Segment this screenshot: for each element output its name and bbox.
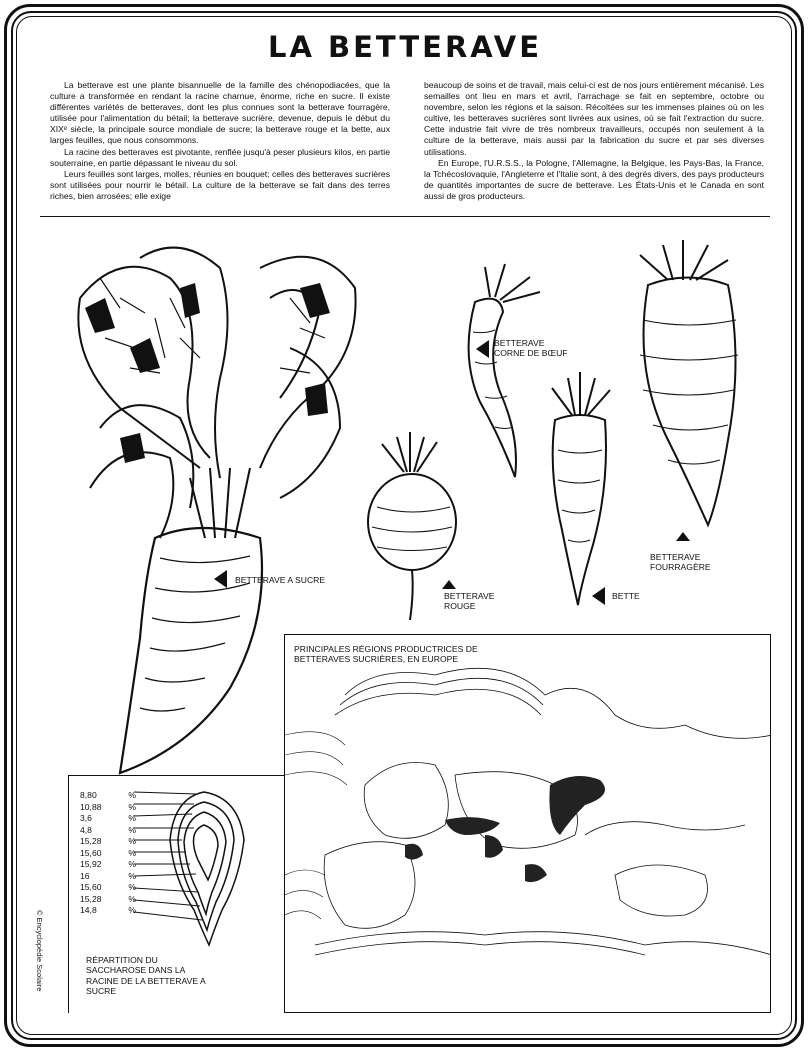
- label-betterave-a-sucre: BETTERAVE A SUCRE: [235, 575, 326, 585]
- production-region: [525, 864, 547, 882]
- europe-map-drawing: [285, 635, 771, 1013]
- percent-value: 10,88: [80, 801, 102, 812]
- percent-row: [80, 813, 136, 825]
- percent-unit: %: [128, 824, 136, 835]
- bette-illustration: [540, 370, 620, 610]
- fourragere-illustration: [628, 240, 748, 530]
- paragraph: Leurs feuilles sont larges, molles, réunies en bouquet; celles des betteraves sucrières sont utilisées pour nourrir le bétail. La culture de la betterave se fait dans des terres riches, bien arrosées; elle exige: [50, 168, 390, 201]
- percent-value: 3,6: [80, 813, 92, 823]
- percent-row: [80, 848, 136, 860]
- percent-value: 8,80: [80, 790, 97, 800]
- percent-row: [80, 882, 136, 894]
- pointer-arrow-icon: [214, 570, 227, 588]
- percent-value: 4,8: [80, 824, 92, 835]
- percent-unit: %: [128, 847, 136, 858]
- paragraph: La betterave est une plante bisannuelle de la famille des chénopodiacées, que la culture a transformée en rendant la racine charnue, énorme, riche en sucre. Il existe différentes variétés de betteraves, dont les plus connues sont la betterave fourragère, utilisée pour l'alimentation du bétail; la betterave sucrière, devenue, depuis le début du XIXᵉ siècle, la principale source mondiale de sucre; la betterave rouge et la bette, aux larges feuilles, que nous consommons.: [50, 80, 390, 146]
- paragraph: La racine des betteraves est pivotante, renflée jusqu'à peser plusieurs kilos, en partie souterraine, en partie dépassant le niveau du sol.: [50, 146, 390, 168]
- corne-de-boeuf-illustration: [445, 262, 555, 482]
- label-line: BETTERAVE: [650, 552, 701, 562]
- pointer-arrow-icon: [442, 580, 456, 589]
- label-line: ROUGE: [444, 601, 476, 612]
- map-title: PRINCIPALES RÉGIONS PRODUCTRICES DE BETTERAVES SUCRIÈRES, EN EUROPE: [294, 644, 478, 665]
- percent-unit: %: [128, 870, 136, 881]
- label-betterave-fourragere: [650, 552, 711, 573]
- label-bette: BETTE: [612, 591, 640, 601]
- publisher-credit: © Encyclopédie Scolaire: [35, 910, 44, 992]
- text-column-right: [424, 80, 764, 202]
- percent-unit: %: [128, 813, 136, 823]
- percent-unit: %: [128, 893, 136, 904]
- percent-unit: %: [128, 882, 136, 892]
- percent-list: [80, 790, 136, 917]
- percent-value: 16: [80, 870, 90, 881]
- diagram-caption: RÉPARTITION DU SACCHAROSE DANS LA RACINE DE LA BETTERAVE A SUCRE: [86, 955, 206, 997]
- percent-row: [80, 894, 136, 906]
- percent-row: [80, 871, 136, 883]
- label-line: CORNE DE BŒUF: [494, 348, 568, 359]
- europe-map: [284, 634, 771, 1013]
- percent-row: [80, 905, 136, 917]
- percent-unit: %: [128, 905, 136, 915]
- pointer-arrow-icon: [476, 340, 489, 358]
- pointer-arrow-icon: [592, 587, 605, 605]
- divider: [40, 216, 770, 217]
- percent-value: 15,60: [80, 882, 102, 892]
- paragraph: beaucoup de soins et de travail, mais celui-ci est de nos jours entièrement mécanisé. Les semailles ont lieu en mars et avril, l'arrachage se fait en septembre, octobre ou novembre, selon les régions et la saison. Récoltées sur les immenses plaines où on les cultive, les betteraves sucrières sont livrées aux usines, où se fait l'extraction du sucre. Cette industrie fait vivre de très nombreux travailleurs, occupés non seulement à la culture de la betterave, mais aussi par la fabrication du sucre et par ses diverses utilisations.: [424, 80, 764, 157]
- percent-row: [80, 790, 136, 802]
- percent-value: 15,28: [80, 836, 102, 846]
- text-column-left: [50, 80, 390, 202]
- percent-row: [80, 802, 136, 814]
- percent-unit: %: [128, 790, 136, 800]
- label-line: BETTERAVE: [494, 338, 545, 348]
- paragraph: En Europe, l'U.R.S.S., la Pologne, l'Allemagne, la Belgique, les Pays-Bas, la France, la Tchécoslovaquie, l'Angleterre et l'Italie sont, à des degrés divers, des pays producteurs de quantités importantes de sucre de betterave. Les États-Unis et le Canada en sont aussi de gros producteurs.: [424, 157, 764, 201]
- production-region: [445, 817, 500, 835]
- production-region: [485, 835, 503, 858]
- pointer-arrow-icon: [676, 532, 690, 541]
- label-line: FOURRAGÈRE: [650, 562, 711, 573]
- percent-unit: %: [128, 801, 136, 812]
- label-line: BETTERAVE: [444, 591, 495, 601]
- percent-unit: %: [128, 859, 136, 869]
- label-betterave-corne-de-boeuf: [494, 338, 568, 359]
- percent-row: [80, 859, 136, 871]
- page-title: LA BETTERAVE: [267, 30, 543, 64]
- percent-value: 15,28: [80, 893, 102, 904]
- percent-unit: %: [128, 836, 136, 846]
- production-region: [405, 844, 423, 860]
- percent-value: 14,8: [80, 905, 97, 915]
- percent-row: [80, 836, 136, 848]
- percent-value: 15,60: [80, 847, 102, 858]
- percent-value: 15,92: [80, 859, 102, 869]
- saccharose-root-section: [134, 780, 264, 950]
- label-betterave-rouge: [444, 591, 494, 612]
- percent-row: [80, 825, 136, 837]
